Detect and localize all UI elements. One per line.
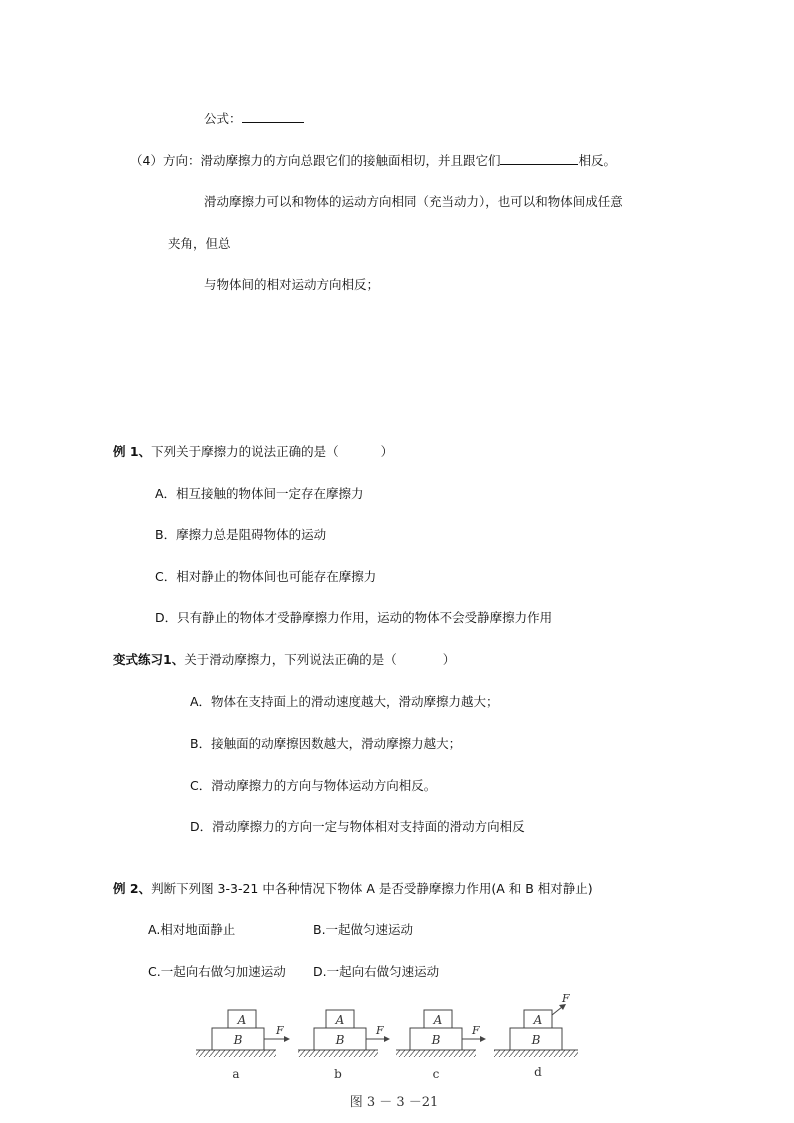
example1-text: 下列关于摩擦力的说法正确的是（ bbox=[151, 444, 339, 459]
variant1-option-a: A．物体在支持面上的滑动速度越大，滑动摩擦力越大； bbox=[190, 694, 499, 709]
block-a-label: A bbox=[433, 1013, 443, 1027]
block-b-label: B bbox=[335, 1033, 345, 1047]
example1-question bbox=[113, 444, 393, 460]
direction-note-1: 滑动摩擦力可以和物体的运动方向相同（充当动力），也可以和物体间成任意 bbox=[204, 194, 623, 209]
block-b-label: B bbox=[531, 1033, 541, 1047]
example2-option-a: A.相对地面静止 bbox=[148, 922, 236, 937]
formula-blank bbox=[242, 110, 304, 123]
variant1-option-b: B．接触面的动摩擦因数越大，滑动摩擦力越大； bbox=[190, 736, 462, 751]
figure-3-3-21 bbox=[190, 990, 590, 1115]
force-label-b: F bbox=[376, 1024, 384, 1037]
example2-text: 判断下列图 3-3-21 中各种情况下物体 A 是否受静摩擦力作用(A 和 B 相对静止) bbox=[151, 881, 593, 896]
direction-note-3: 与物体间的相对运动方向相反； bbox=[204, 277, 380, 292]
block-a-label: A bbox=[237, 1013, 247, 1027]
block-b-label: B bbox=[233, 1033, 243, 1047]
panel-label-d: d bbox=[534, 1065, 542, 1079]
figure-panel-b bbox=[298, 1010, 390, 1081]
variant1-option-c: C．滑动摩擦力的方向与物体运动方向相反。 bbox=[190, 778, 437, 793]
formula-line bbox=[204, 110, 304, 127]
example1-option-b: B．摩擦力总是阻碍物体的运动 bbox=[155, 527, 327, 542]
variant1-text: 关于滑动摩擦力，下列说法正确的是（ bbox=[184, 652, 397, 667]
variant1-option-d: D．滑动摩擦力的方向一定与物体相对支持面的滑动方向相反 bbox=[190, 819, 525, 834]
example2-option-c: C.一起向右做匀加速运动 bbox=[148, 964, 286, 979]
variant1-close: ） bbox=[442, 652, 456, 667]
direction-suffix: 相反。 bbox=[578, 153, 616, 168]
example2-option-b: B.一起做匀速运动 bbox=[313, 922, 414, 937]
example1-option-c: C．相对静止的物体间也可能存在摩擦力 bbox=[155, 569, 377, 584]
variant1-label: 变式练习1、 bbox=[113, 652, 185, 667]
panel-label-a: a bbox=[232, 1067, 240, 1081]
figure-panel-a bbox=[196, 1010, 290, 1081]
force-label-a: F bbox=[276, 1024, 284, 1037]
figure-panel-c bbox=[396, 1010, 486, 1081]
block-a-label: A bbox=[533, 1013, 543, 1027]
block-a-label: A bbox=[335, 1013, 345, 1027]
block-b-label: B bbox=[431, 1033, 441, 1047]
direction-note-2: 夹角，但总 bbox=[168, 236, 231, 251]
figure-panel-d bbox=[494, 992, 578, 1079]
example2-label: 例 2、 bbox=[113, 881, 152, 896]
variant1-question bbox=[113, 652, 455, 668]
force-arrow-d bbox=[552, 1007, 562, 1015]
formula-label: 公式： bbox=[204, 111, 242, 126]
example2-option-d: D.一起向右做匀速运动 bbox=[313, 964, 440, 979]
direction-blank bbox=[500, 152, 578, 165]
force-label-d: F bbox=[562, 992, 570, 1005]
direction-line bbox=[130, 152, 616, 169]
panel-label-c: c bbox=[432, 1067, 440, 1081]
force-label-c: F bbox=[472, 1024, 480, 1037]
example1-option-d: D．只有静止的物体才受静摩擦力作用，运动的物体不会受静摩擦力作用 bbox=[155, 610, 553, 625]
example1-option-a: A．相互接触的物体间一定存在摩擦力 bbox=[155, 486, 364, 501]
figure-caption: 图 3 － 3 －21 bbox=[349, 1095, 439, 1110]
direction-prefix: （4）方向：滑动摩擦力的方向总跟它们的接触面相切，并且跟它们 bbox=[130, 153, 501, 168]
panel-label-b: b bbox=[334, 1067, 342, 1081]
example2-question bbox=[113, 881, 593, 897]
example1-label: 例 1、 bbox=[113, 444, 152, 459]
example1-close: ） bbox=[380, 444, 394, 459]
